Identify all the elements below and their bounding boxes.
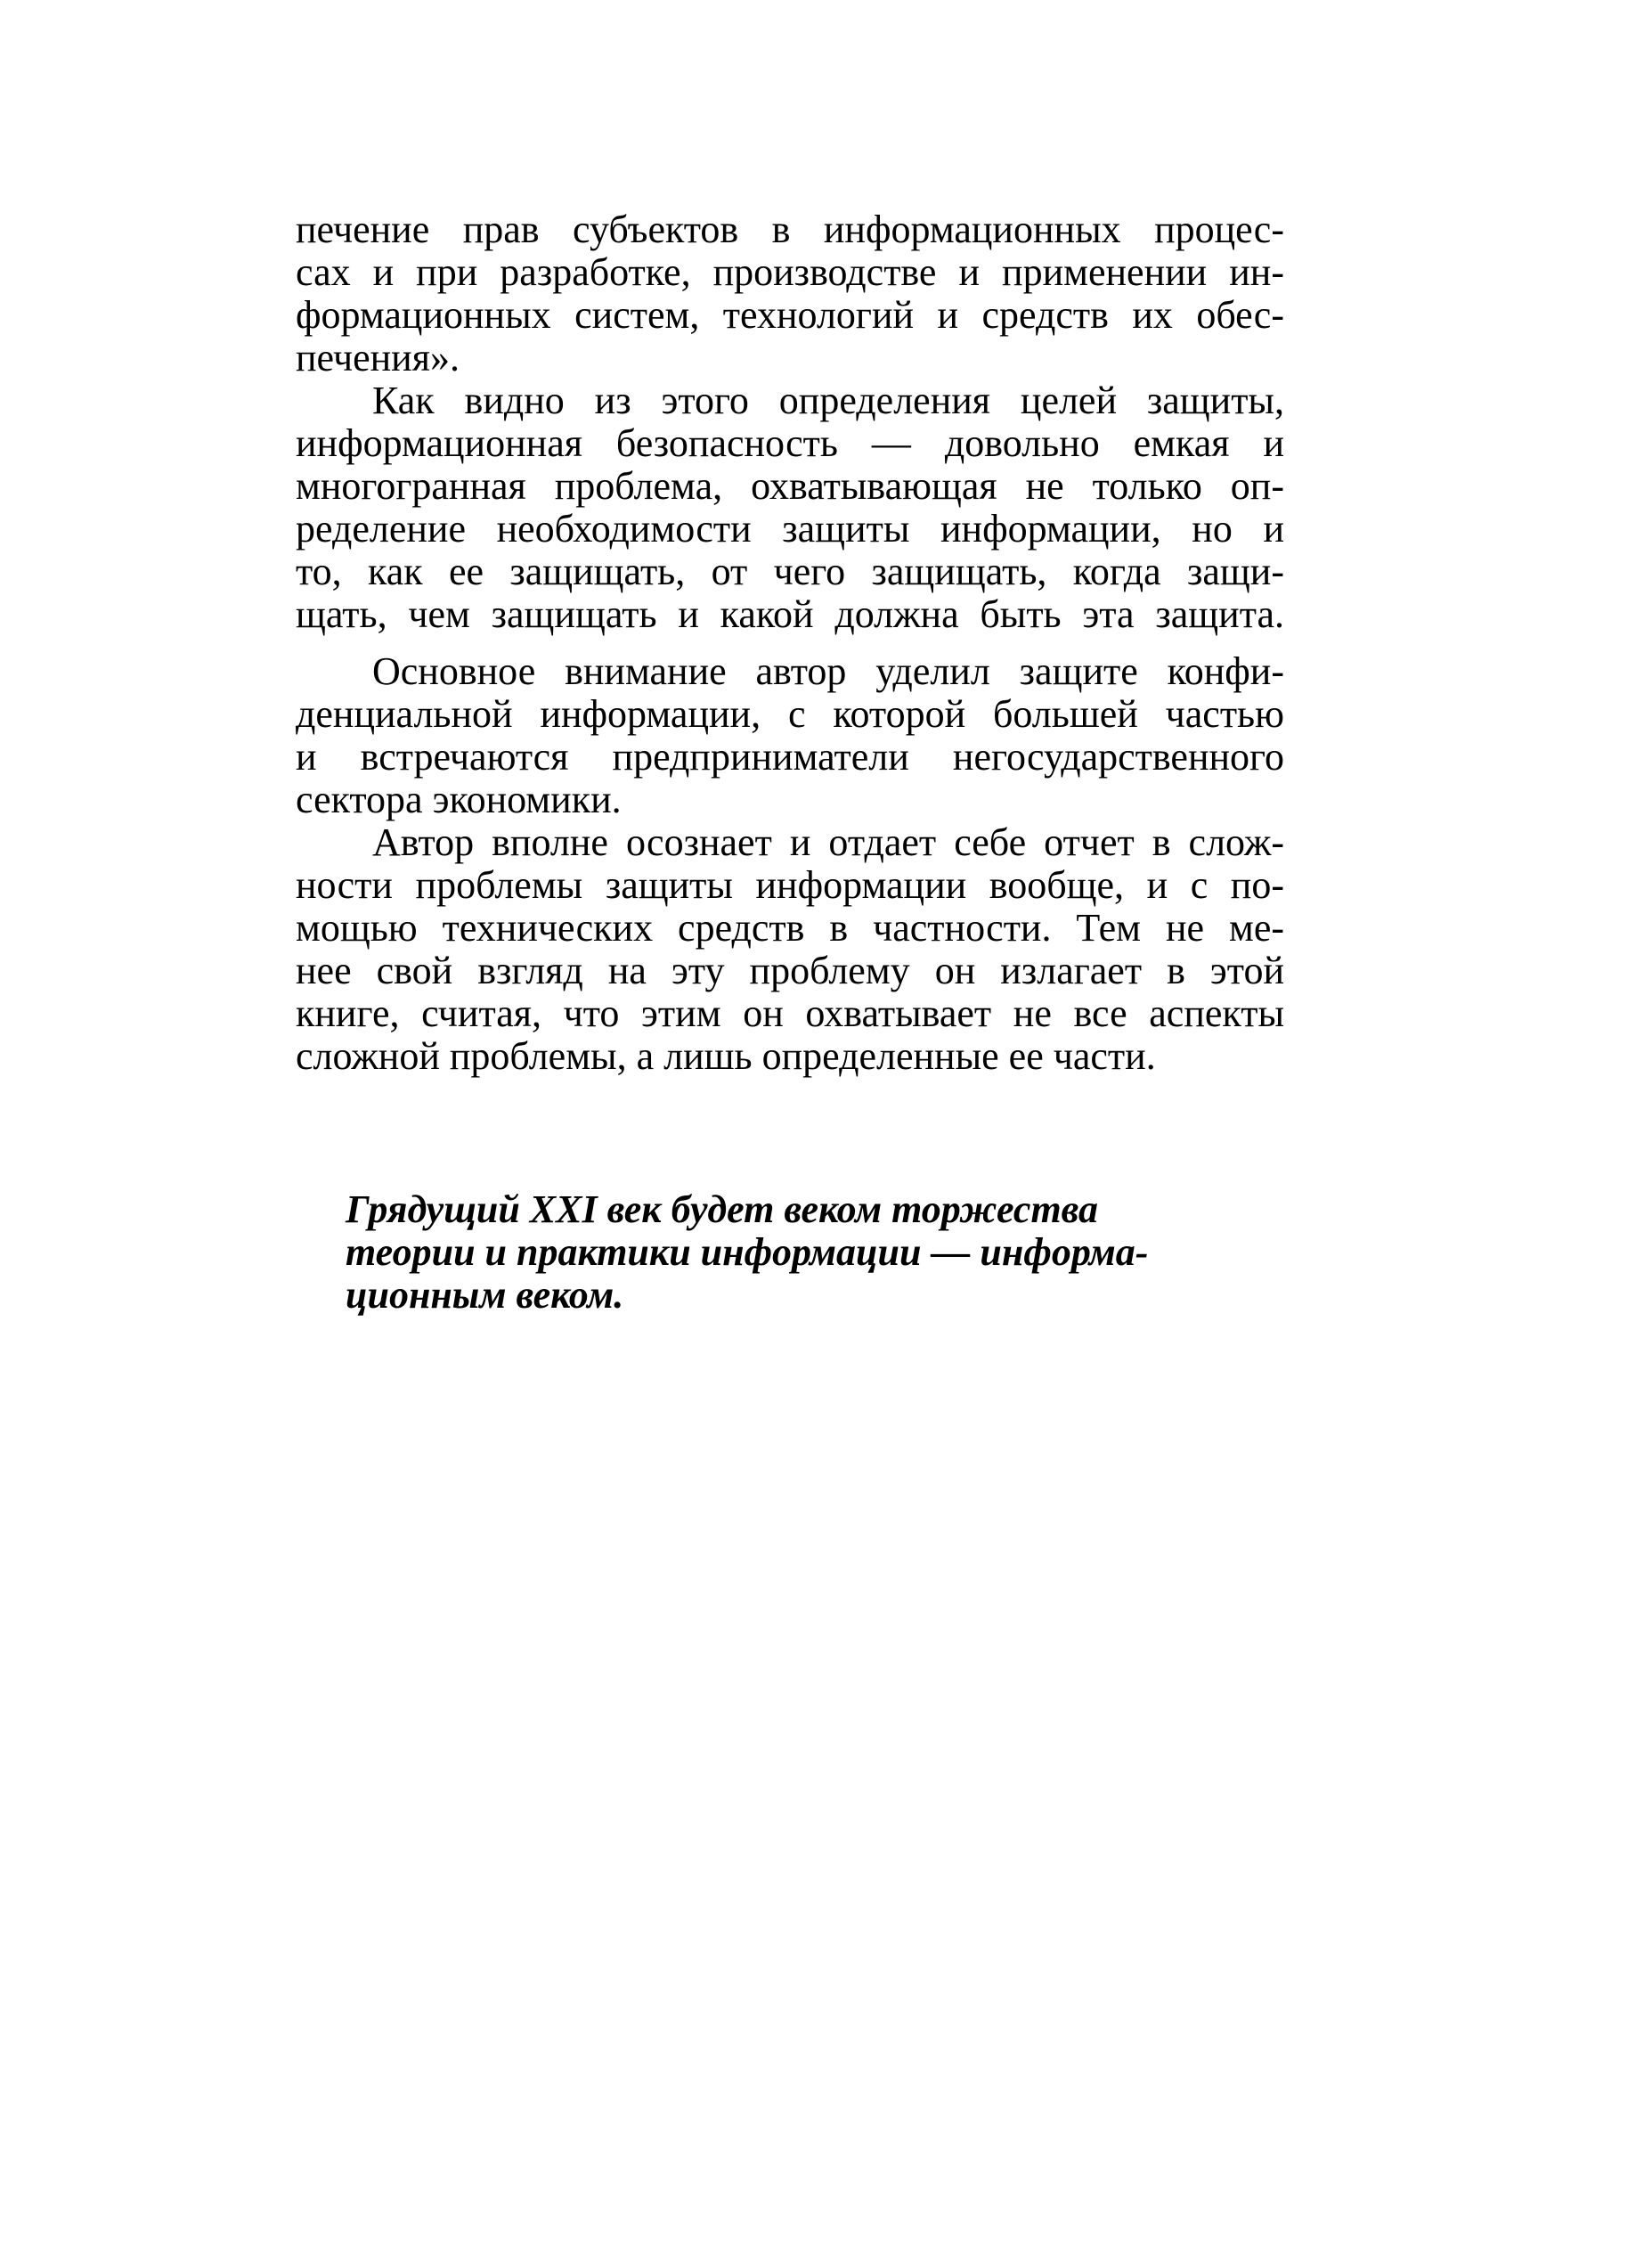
body-line: Как видно из этого определения целей защиты, [372, 379, 1284, 422]
body-line: многогранная проблема, охватывающая не только оп- [296, 464, 1284, 508]
epigraph-line: Грядущий XXI век будет веком торжества [346, 1187, 1099, 1231]
body-line: Автор вполне осознает и отдает себе отчет в слож- [372, 820, 1284, 864]
epigraph-line: ционным веком. [346, 1273, 624, 1317]
body-line: ределение необходимости защиты информации, но и [296, 507, 1284, 551]
body-line: печения». [296, 336, 460, 379]
body-line: денциальной информации, с которой большей частью [296, 692, 1284, 736]
body-line: сектора экономики. [296, 778, 622, 821]
body-line: книге, считая, что этим он охватывает не все аспекты [296, 991, 1284, 1035]
body-line: ности проблемы защиты информации вообще, и с по- [296, 863, 1284, 907]
body-line: формационных систем, технологий и средств их обес- [296, 293, 1284, 337]
body-line: нее свой взгляд на эту проблему он излагает в этой [296, 949, 1284, 992]
body-line: щать, чем защищать и какой должна быть эта защита. [296, 592, 1284, 636]
body-line: то, как ее защищать, от чего защищать, когда защи- [296, 550, 1284, 593]
body-line: информационная безопасность — довольно емкая и [296, 421, 1284, 465]
body-line: Основное внимание автор уделил защите конфи- [372, 649, 1284, 693]
epigraph-line: теории и практики информации — информа- [346, 1230, 1149, 1274]
body-line: печение прав субъектов в информационных процес- [296, 208, 1284, 251]
body-line: сложной проблемы, а лишь определенные ее части. [296, 1034, 1156, 1078]
body-line: мощью технических средств в частности. Тем не ме- [296, 906, 1284, 950]
body-line: сах и при разработке, производстве и применении ин- [296, 250, 1284, 294]
body-line: и встречаются предприниматели негосударственного [296, 735, 1284, 779]
